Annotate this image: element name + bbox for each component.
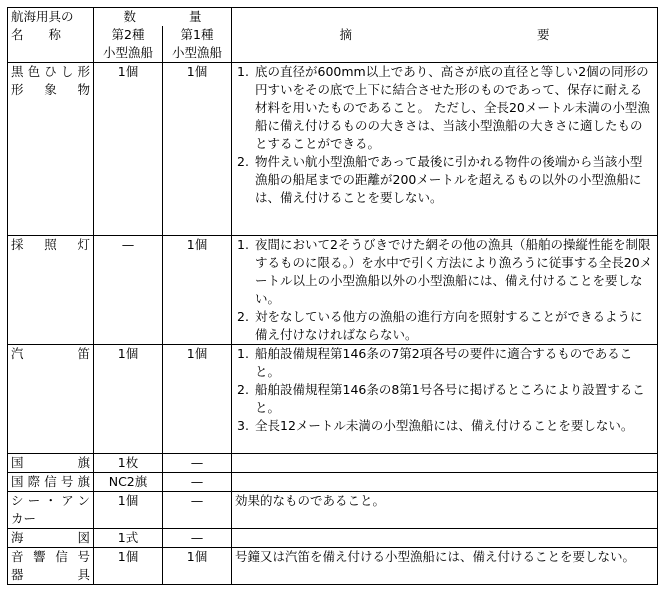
row-name-cell: [8, 473, 94, 492]
row-qty2-cell: 1枚: [94, 454, 163, 473]
summary-item: [235, 381, 654, 417]
row-name-line: シー・アン: [11, 493, 90, 508]
table-row: [8, 345, 658, 454]
row-name-line: 音響信号: [11, 549, 90, 564]
row-summary-cell: 効果的なものであること。: [232, 492, 658, 529]
row-name-cell: [8, 236, 94, 345]
header-qty-cell: [94, 8, 232, 27]
row-summary-cell: [232, 236, 658, 345]
row-qty2-cell: NC2旗: [94, 473, 163, 492]
row-qty1-cell: —: [163, 473, 232, 492]
summary-item-number: 1.: [237, 346, 249, 361]
summary-item: [235, 63, 654, 153]
header-name-line2: 名 称: [11, 27, 62, 42]
equipment-table: [7, 7, 658, 585]
header-col1-line2: 小型漁船: [171, 45, 222, 60]
row-name-cell: [8, 548, 94, 585]
summary-item-text: 夜間において2そうびきでけた網その他の漁具（船舶の操縦性能を制限するものに限る。）を水中で引く方法により漁ろうに従事する全長20メートル以上の小型漁船以外の小型漁船には、備え付けることを要しない。: [255, 237, 653, 306]
summary-item-number: 2.: [237, 382, 249, 397]
row-summary-cell: [232, 473, 658, 492]
row-qty1-cell: 1個: [163, 345, 232, 454]
summary-item-number: 2.: [237, 309, 249, 324]
summary-item: [235, 345, 654, 381]
summary-item: [235, 153, 654, 207]
row-name-line: 汽 笛: [11, 346, 90, 361]
header-col1-line1: 第1種: [180, 27, 214, 42]
row-summary-cell: 号鐘又は汽笛を備え付ける小型漁船には、備え付けることを要しない。: [232, 548, 658, 585]
row-qty2-cell: 1個: [94, 345, 163, 454]
row-qty2-cell: 1式: [94, 529, 163, 548]
table-row: [8, 473, 658, 492]
header-col1-cell: [163, 26, 232, 63]
row-summary-cell: [232, 63, 658, 236]
row-qty1-cell: 1個: [163, 236, 232, 345]
row-name-cell: [8, 529, 94, 548]
row-summary-cell: [232, 529, 658, 548]
row-qty2-cell: 1個: [94, 492, 163, 529]
row-qty1-cell: —: [163, 492, 232, 529]
row-name-line: 国際信号旗: [11, 474, 90, 489]
header-summary-label: 摘要: [339, 27, 550, 42]
row-name-line: 黒色ひし形: [11, 64, 90, 79]
header-col2-cell: [94, 26, 163, 63]
table-row: [8, 63, 658, 236]
header-summary-cell: [232, 8, 658, 63]
summary-item-number: 3.: [237, 418, 249, 433]
summary-item: [235, 236, 654, 308]
summary-item: [235, 417, 654, 435]
summary-item-number: 1.: [237, 237, 249, 252]
row-name-line: 採 照 灯: [11, 237, 90, 252]
row-qty2-cell: —: [94, 236, 163, 345]
table-row: [8, 548, 658, 585]
row-name-line: 国 旗: [11, 455, 90, 470]
row-name-cell: [8, 492, 94, 529]
row-qty1-cell: —: [163, 454, 232, 473]
row-name-cell: [8, 345, 94, 454]
row-name-line: 海 図: [11, 530, 90, 545]
row-name-line: 形 象 物: [11, 82, 90, 97]
header-qty-label-1: 数: [123, 9, 136, 24]
row-name-line: カー: [11, 511, 37, 526]
table-row: [8, 236, 658, 345]
summary-item-text: 対をなしている他方の漁船の進行方向を照射することができるように備え付けなければならない。: [255, 309, 643, 342]
row-qty1-cell: —: [163, 529, 232, 548]
row-qty1-cell: 1個: [163, 548, 232, 585]
row-name-cell: [8, 63, 94, 236]
header-col2-line2: 小型漁船: [102, 45, 153, 60]
summary-item-text: 船舶設備規程第146条の7第2項各号の要件に適合するものであること。: [255, 346, 633, 379]
row-qty2-cell: 1個: [94, 548, 163, 585]
summary-item-text: 全長12メートル未満の小型漁船には、備え付けることを要しない。: [255, 418, 634, 433]
summary-item-text: 物件えい航小型漁船であって最後に引かれる物件の後端から当該小型漁船の船尾までの距離が200メートルを超えるもの以外の小型漁船には、備え付けることを要しない。: [255, 154, 643, 205]
row-qty1-cell: 1個: [163, 63, 232, 236]
header-row-1: [8, 8, 658, 27]
summary-item-number: 1.: [237, 64, 249, 79]
row-name-line: 器 具: [11, 567, 90, 582]
header-name-cell: [8, 8, 94, 63]
summary-item-number: 2.: [237, 154, 249, 169]
row-name-cell: [8, 454, 94, 473]
header-qty-label-2: 量: [188, 9, 202, 24]
summary-item-text: 船舶設備規程第146条の8第1号各号に掲げるところにより設置すること。: [255, 382, 645, 415]
header-name-line1: 航海用具の: [11, 9, 74, 24]
table-row: [8, 529, 658, 548]
summary-item: [235, 308, 654, 344]
header-col2-line1: 第2種: [111, 27, 145, 42]
row-summary-cell: [232, 345, 658, 454]
summary-item-text: 底の直径が600mm以上であり、高さが底の直径と等しい2個の同形の円すいをその底で上下に結合させた形のものであって、保存に耐える材料を用いたものであること。 ただし、全長20メートル未満の小型漁船に備え付けるものの大きさは、当該小型漁船の大きさに適したものとすることができる。: [255, 64, 650, 151]
row-summary-cell: [232, 454, 658, 473]
table-row: [8, 454, 658, 473]
table-row: [8, 492, 658, 529]
row-qty2-cell: 1個: [94, 63, 163, 236]
